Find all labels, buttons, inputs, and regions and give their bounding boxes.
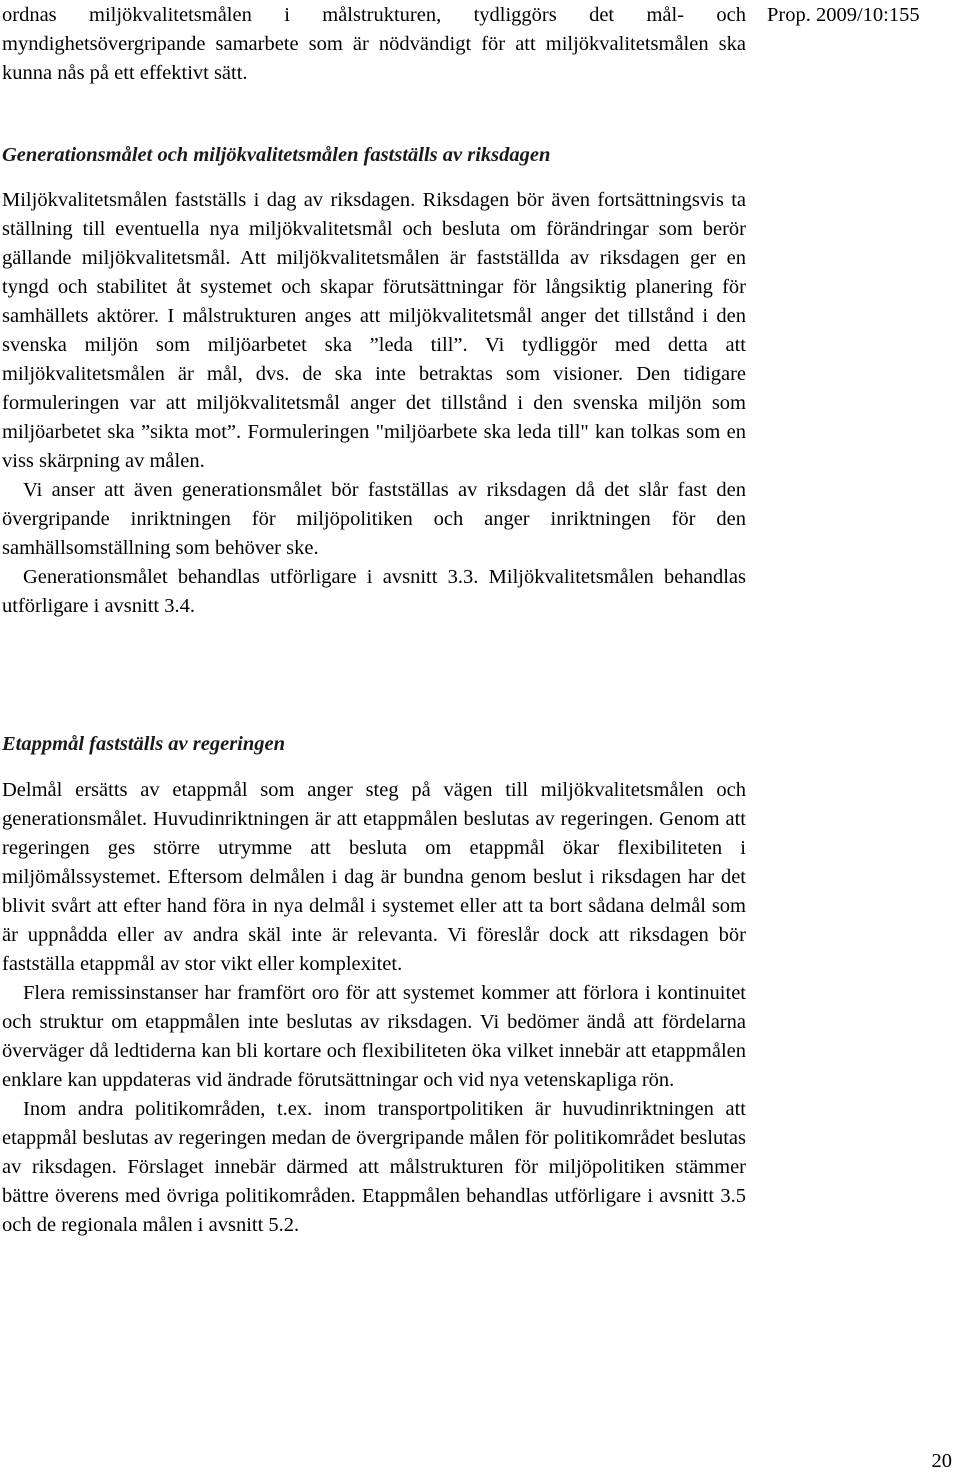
paragraph: Delmål ersätts av etappmål som anger steg på vägen till miljökvalitetsmålen och generationsmålet. Huvudinriktningen är att etappmålen beslutas av regeringen. Genom att regeringen ges större utrymme att besluta om etappmål ökar flexibiliteten i miljömålssystemet. Eftersom delmålen i dag är bundna genom beslut i riksdagen har det blivit svårt att efter hand föra in nya delmål i systemet eller att ta bort sådana delmål som är uppnådda eller av andra skäl inte är relevanta. Vi föreslår dock att riksdagen bör fastställa etappmål av stor vikt eller komplexitet.: [2, 779, 746, 975]
paragraph: Vi anser att även generationsmålet bör fastställas av riksdagen då det slår fast den övergripande inriktningen för miljöpolitiken och anger inriktningen för den samhällsomställning som behöver ske.: [2, 479, 746, 559]
paragraph: Inom andra politikområden, t.ex. inom transportpolitiken är huvudinriktningen att etappmål beslutas av regeringen medan de övergripande målen för politikområdet beslutas av riksdagen. Förslaget innebär därmed att målstrukturen för miljöpolitiken stämmer bättre överens med övriga politikområden. Etappmålen behandlas utförligare i avsnitt 3.5 och de regionala målen i avsnitt 5.2.: [2, 1098, 746, 1236]
section-generationsmalet: [2, 141, 746, 170]
section-heading-generationsmalet: Generationsmålet och miljökvalitetsmålen fastställs av riksdagen: [2, 144, 551, 166]
proposition-reference: Prop. 2009/10:155: [767, 4, 920, 26]
paragraph: Generationsmålet behandlas utförligare i avsnitt 3.3. Miljökvalitetsmålen behandlas utförligare i avsnitt 3.4.: [2, 566, 746, 617]
page-number: 20: [931, 1450, 952, 1472]
intro-block: [2, 1, 746, 88]
section-heading-etappmal: Etappmål fastställs av regeringen: [2, 733, 286, 755]
section-etappmal-body: [2, 776, 746, 1240]
intro-paragraph: ordnas miljökvalitetsmålen i målstrukturen, tydliggörs det mål- och myndighetsövergripande samarbete som är nödvändigt för att miljökvalitetsmålen ska kunna nås på ett effektivt sätt.: [2, 4, 746, 84]
section-generationsmalet-body: [2, 186, 746, 621]
paragraph: Flera remissinstanser har framfört oro för att systemet kommer att förlora i kontinuitet och struktur om etappmålen inte beslutas av riksdagen. Vi bedömer ändå att fördelarna överväger då ledtiderna kan bli kortare och flexibiliteten öka vilket innebär att etappmålen enklare kan uppdateras vid ändrade förutsättningar och vid nya vetenskapliga rön.: [2, 982, 746, 1091]
section-etappmal: [2, 730, 746, 759]
paragraph: Miljökvalitetsmålen fastställs i dag av riksdagen. Riksdagen bör även fortsättningsvis ta ställning till eventuella nya miljökvalitetsmål och besluta om förändringar som berör gällande miljökvalitetsmål. Att miljökvalitetsmålen är fastställda av riksdagen ger en tyngd och stabilitet åt systemet och skapar förutsättningar för långsiktig planering för samhällets aktörer. I målstrukturen anges att miljökvalitetsmål anger det tillstånd i den svenska miljön som miljöarbetet ska ”leda till”. Vi tydliggör med detta att miljökvalitetsmålen är mål, dvs. de ska inte betraktas som visioner. Den tidigare formuleringen var att miljökvalitetsmål anger det tillstånd i den svenska miljön som miljöarbetet ska ”sikta mot”. Formuleringen "miljöarbete ska leda till" kan tolkas som en viss skärpning av målen.: [2, 189, 746, 472]
